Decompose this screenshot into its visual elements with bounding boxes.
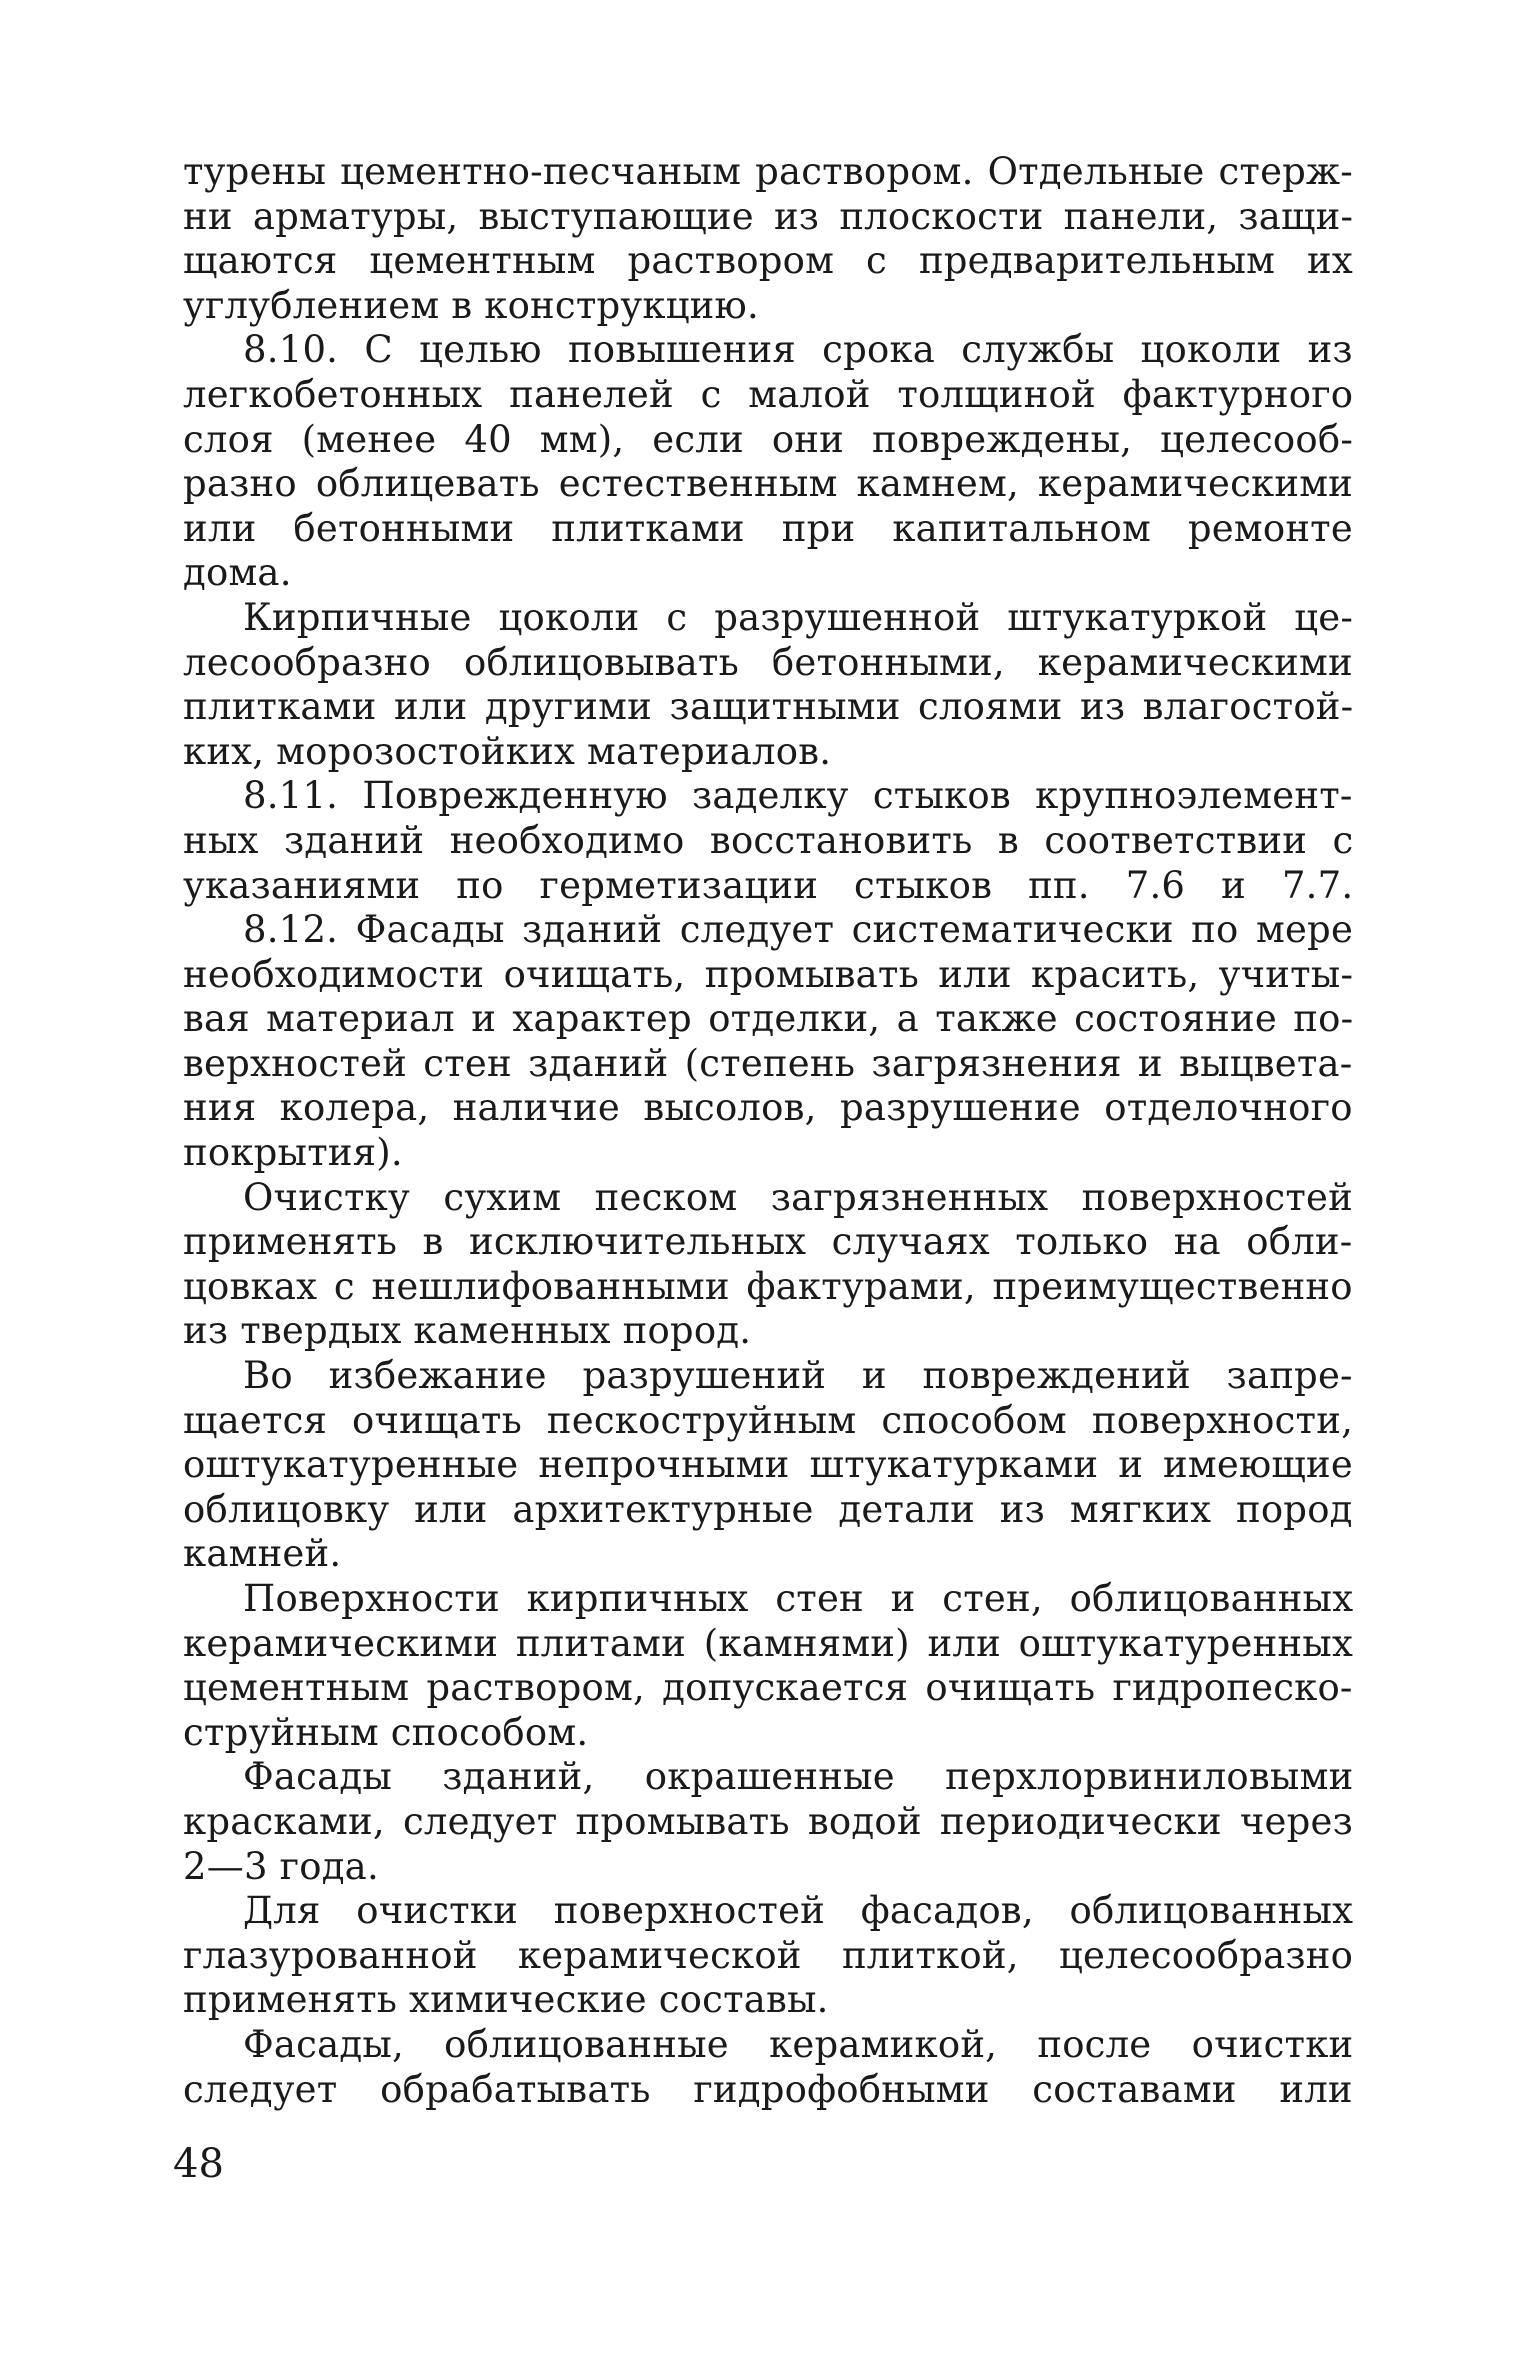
text-line: Для очистки поверхностей фасадов, облицованных (243, 1889, 1354, 1933)
text-line: щаются цементным раствором с предварительным их (183, 239, 1353, 283)
text-line: лесообразно облицовывать бетонными, керамическими (183, 640, 1353, 684)
text-line: применять в исключительных случаях только на обли- (183, 1220, 1353, 1264)
text-line: облицовку или архитектурные детали из мягких пород (183, 1487, 1353, 1531)
text-line: углублением в конструкцию. (183, 283, 759, 327)
text-line: Во избежание разрушений и повреждений запре- (243, 1354, 1353, 1398)
text-line: глазурованной керамической плиткой, целесообразно (183, 1933, 1354, 1977)
text-line: цементным раствором, допускается очищать гидропеско- (183, 1666, 1353, 1710)
text-line: слоя (менее 40 мм), если они повреждены, целесооб- (183, 417, 1354, 461)
text-line: Фасады зданий, окрашенные перхлорвиниловыми (243, 1755, 1354, 1799)
text-line: разно облицевать естественным камнем, керамическими (183, 462, 1354, 506)
text-line: красками, следует промывать водой периодически через (183, 1799, 1354, 1843)
text-line: ни арматуры, выступающие из плоскости панели, защи- (183, 194, 1354, 238)
text-line: струйным способом. (183, 1710, 589, 1754)
text-line: ных зданий необходимо восстановить в соответствии с (183, 818, 1354, 862)
text-line: 8.10. С целью повышения срока службы цоколи из (243, 328, 1353, 372)
text-line: следует обрабатывать гидрофобными составами или (183, 2067, 1353, 2111)
text-line: покрытия). (183, 1131, 403, 1175)
page-number: 48 (173, 2141, 224, 2187)
text-line: плитками или другими защитными слоями из влагостой- (183, 685, 1354, 729)
text-line: ких, морозостойких материалов. (183, 729, 832, 773)
text-line: турены цементно-песчаным раствором. Отдельные стерж- (183, 150, 1353, 193)
text-line: Кирпичные цоколи с разрушенной штукатуркой це- (243, 595, 1354, 639)
text-line: верхностей стен зданий (степень загрязнения и выцвета- (183, 1041, 1353, 1085)
text-line: цовках с нешлифованными фактурами, преимущественно (183, 1264, 1353, 1308)
text-line: 8.12. Фасады зданий следует систематически по мере (243, 908, 1354, 952)
text-line: 8.11. Поврежденную заделку стыков крупноэлемент- (243, 774, 1353, 818)
text-line: щается очищать пескоструйным способом поверхности, (183, 1398, 1354, 1442)
text-line: Фасады, облицованные керамикой, после очистки (243, 2022, 1354, 2066)
text-line: из твердых каменных пород. (183, 1309, 752, 1353)
text-line: легкобетонных панелей с малой толщиной фактурного (183, 372, 1354, 416)
text-line: указаниями по герметизации стыков пп. 7.6 и 7.7. (183, 863, 1354, 907)
text-line: или бетонными плитками при капитальном ремонте (183, 506, 1353, 550)
text-line: Поверхности кирпичных стен и стен, облицованных (243, 1577, 1354, 1620)
text-line: оштукатуренные непрочными штукатурками и имеющие (183, 1443, 1353, 1487)
text-line: 2—3 года. (183, 1844, 379, 1888)
text-line: Очистку сухим песком загрязненных поверхностей (243, 1175, 1353, 1219)
text-line: применять химические составы. (183, 1978, 829, 2022)
text-line: ния колера, наличие высолов, разрушение отделочного (183, 1086, 1353, 1130)
text-line: вая материал и характер отделки, а также состояние по- (183, 997, 1354, 1041)
text-line: дома. (183, 551, 292, 595)
body-text (183, 150, 1353, 2112)
text-line: камней. (183, 1532, 342, 1576)
text-line: керамическими плитами (камнями) или оштукатуренных (183, 1621, 1354, 1665)
text-line: необходимости очищать, промывать или красить, учиты- (183, 952, 1354, 996)
